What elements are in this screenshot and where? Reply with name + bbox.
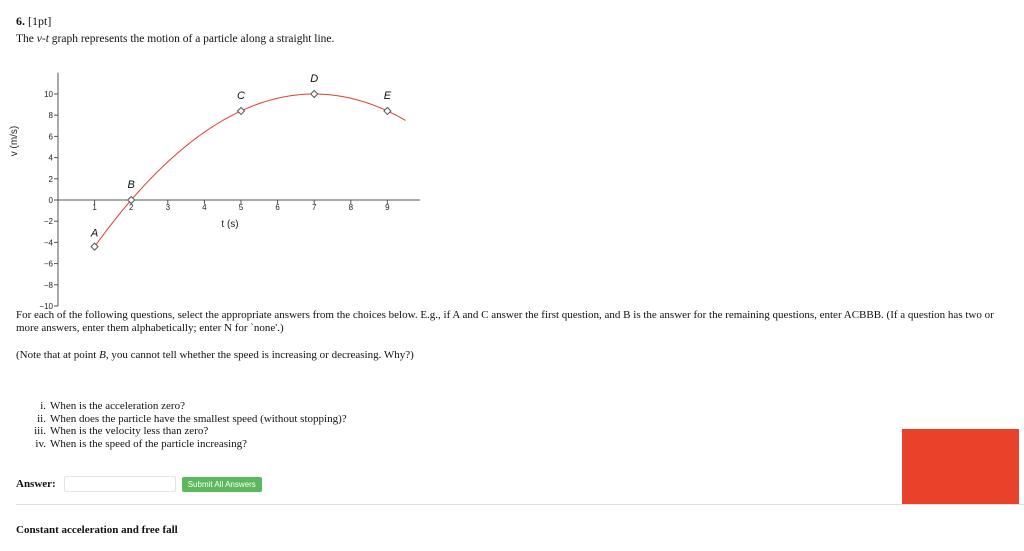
problem-points: [1pt] (28, 14, 52, 28)
y-tick-label: 8 (48, 111, 53, 121)
y-tick-label: 0 (48, 196, 53, 205)
y-tick-label: 2 (48, 174, 53, 184)
velocity-time-graph (0, 60, 420, 310)
point-marker-a (91, 243, 98, 250)
y-tick-label: −2 (43, 217, 53, 227)
next-section-title: Constant acceleration and free fall (16, 524, 178, 536)
x-tick-label: 4 (202, 203, 207, 212)
x-axis-label: t (s) (221, 219, 239, 230)
point-label-b: B (127, 179, 135, 191)
intro-v: v (36, 33, 42, 45)
instructions: For each of the following questions, select the appropriate answers from the choices below. E.g., if A and C answer the first question, and B is the answer for the remaining questions, enter ACBBB. (If a question has two or more answers, enter them alphabetically; enter N for `none'.) (16, 309, 994, 334)
y-tick-label: −6 (43, 259, 53, 269)
divider (16, 504, 1024, 505)
x-tick-label: 3 (165, 203, 171, 212)
x-tick-label: 6 (275, 203, 280, 212)
answer-input[interactable] (64, 476, 176, 492)
y-tick-label: −8 (43, 280, 53, 290)
x-tick-label: 9 (385, 203, 390, 212)
note: (Note that at point B, you cannot tell whether the speed is increasing or decreasing. Why?) (16, 349, 414, 361)
problem-intro: The v-t graph represents the motion of a particle along a straight line. (16, 33, 335, 45)
y-axis-label: v (m/s) (9, 125, 20, 157)
point-marker-e (384, 107, 391, 114)
velocity-curve (95, 94, 406, 247)
y-tick-label: 4 (48, 153, 53, 163)
problem-header (16, 14, 51, 28)
intro-t: t (45, 33, 49, 45)
x-tick-label: 7 (311, 203, 317, 212)
x-tick-label: 1 (92, 203, 97, 212)
point-label-a: A (90, 227, 99, 240)
note-point: B (99, 349, 106, 361)
answer-label: Answer: (16, 478, 56, 490)
y-tick-label: −4 (43, 238, 53, 248)
point-marker-d (311, 91, 318, 98)
question-item: ii. When does the particle have the smallest speed (without stopping)? (37, 412, 347, 425)
x-tick-label: 5 (238, 203, 244, 212)
point-marker-c (238, 107, 245, 114)
point-label-d: D (310, 73, 319, 85)
question-item: iii. When is the velocity less than zero? (34, 425, 209, 437)
y-tick-label: −10 (39, 302, 53, 310)
question-item: i. When is the acceleration zero? (40, 400, 185, 412)
point-label-e: E (383, 89, 392, 102)
red-block (902, 429, 1019, 504)
y-tick-label: 6 (48, 132, 53, 142)
x-tick-label: 2 (128, 203, 134, 212)
problem-number: 6. (16, 14, 25, 28)
question-list (28, 400, 347, 450)
x-tick-label: 8 (348, 203, 354, 212)
point-label-c: C (237, 89, 245, 102)
y-tick-label: 10 (44, 90, 53, 99)
question-item: iv. When is the speed of the particle increasing? (35, 437, 248, 450)
answer-row (16, 476, 262, 492)
submit-all-answers-button[interactable]: Submit All Answers (182, 477, 262, 492)
